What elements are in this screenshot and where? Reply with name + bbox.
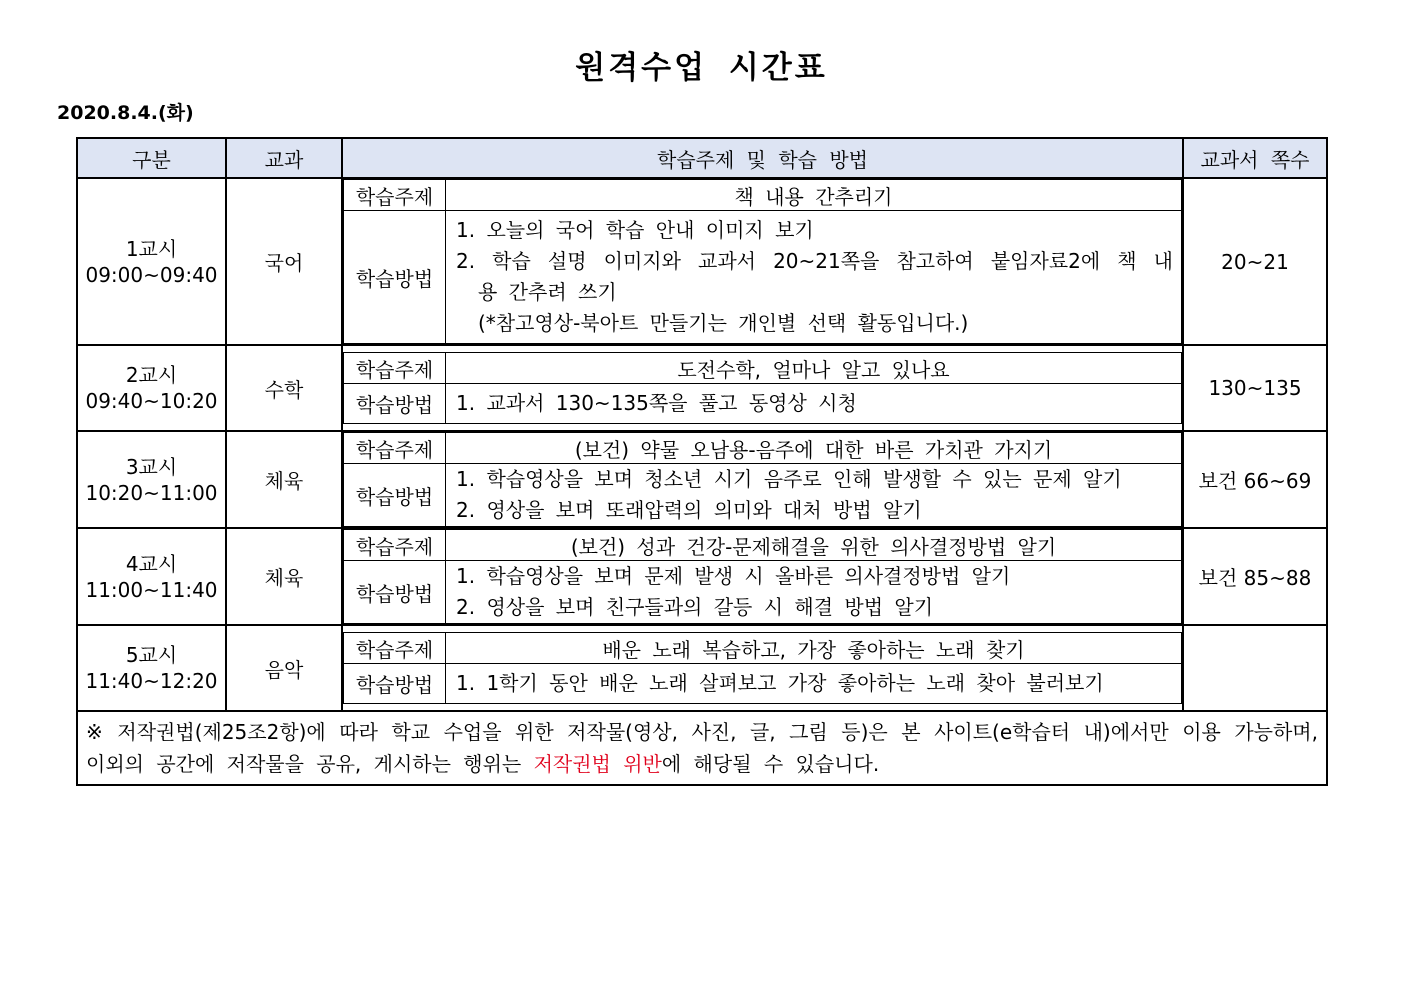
- method-line: 1. 교과서 130~135쪽을 풀고 동영상 시청: [456, 391, 857, 415]
- topic-label: 학습주제: [344, 180, 446, 211]
- content-inner: [343, 529, 1182, 624]
- period-label: 2교시: [125, 363, 178, 387]
- method-line: 1. 학습영상을 보며 문제 발생 시 올바른 의사결정방법 알기: [456, 564, 1011, 588]
- topic-text: 배운 노래 복습하고, 가장 좋아하는 노래 찾기: [446, 633, 1182, 664]
- content-cell: [342, 625, 1183, 711]
- period-time: 09:40~10:20: [85, 389, 218, 413]
- pages-cell: 보건 66~69: [1183, 431, 1327, 528]
- method-label: 학습방법: [344, 211, 446, 344]
- content-inner: [343, 632, 1182, 704]
- method-text: [446, 384, 1182, 424]
- subject-cell: 체육: [226, 528, 342, 625]
- page-title: 원격수업 시간표: [575, 50, 828, 86]
- period-cell: [77, 625, 226, 711]
- topic-text: (보건) 약물 오남용-음주에 대한 바른 가치관 가지기: [446, 433, 1182, 464]
- method-label: 학습방법: [344, 464, 446, 527]
- pages-cell: 보건 85~88: [1183, 528, 1327, 625]
- header-pages: 교과서 쪽수: [1183, 138, 1327, 178]
- notice-highlight: 저작권법 위반: [533, 752, 662, 776]
- pages-cell: 130~135: [1183, 345, 1327, 431]
- topic-label: 학습주제: [344, 530, 446, 561]
- table-row: [77, 431, 1327, 528]
- header-division: 구분: [77, 138, 226, 178]
- content-cell: [342, 178, 1183, 345]
- date-label: 2020.8.4.(화): [57, 102, 194, 124]
- copyright-notice: [77, 711, 1327, 785]
- subject-cell: 국어: [226, 178, 342, 345]
- method-line: 1. 오늘의 국어 학습 안내 이미지 보기: [456, 218, 814, 242]
- method-text: [446, 561, 1182, 624]
- period-label: 1교시: [125, 236, 178, 261]
- method-line: 2. 영상을 보며 친구들과의 갈등 시 해결 방법 알기: [456, 595, 934, 619]
- topic-text: 책 내용 간추리기: [446, 180, 1182, 211]
- subject-cell: 음악: [226, 625, 342, 711]
- method-text: [446, 664, 1182, 704]
- timetable: [76, 137, 1328, 786]
- content-cell: [342, 431, 1183, 528]
- period-time: 11:00~11:40: [85, 577, 218, 602]
- method-line: (*참고영상-북아트 만들기는 개인별 선택 활동입니다.): [478, 311, 969, 335]
- period-label: 5교시: [125, 643, 178, 667]
- period-time: 11:40~12:20: [85, 669, 218, 693]
- pages-cell: 20~21: [1183, 178, 1327, 345]
- table-row: [77, 178, 1327, 345]
- header-topic-method: 학습주제 및 학습 방법: [342, 138, 1183, 178]
- notice-row: [77, 711, 1327, 785]
- content-cell: [342, 528, 1183, 625]
- method-line: 1. 학습영상을 보며 청소년 시기 음주로 인해 발생할 수 있는 문제 알기: [456, 467, 1122, 491]
- topic-label: 학습주제: [344, 433, 446, 464]
- method-label: 학습방법: [344, 384, 446, 424]
- content-inner: [343, 352, 1182, 424]
- table-row: [77, 528, 1327, 625]
- method-label: 학습방법: [344, 664, 446, 704]
- method-line: 2. 학습 설명 이미지와 교과서 20~21쪽을 참고하여 붙임자료2에 책 내: [456, 249, 1173, 273]
- topic-label: 학습주제: [344, 353, 446, 384]
- header-row: [77, 138, 1327, 178]
- period-cell: [77, 528, 226, 625]
- content-inner: [343, 179, 1182, 344]
- period-label: 4교시: [125, 551, 178, 576]
- content-inner: [343, 432, 1182, 527]
- notice-text-end: 에 해당될 수 있습니다.: [661, 752, 880, 776]
- period-time: 10:20~11:00: [85, 480, 218, 505]
- period-cell: [77, 345, 226, 431]
- content-cell: [342, 345, 1183, 431]
- subject-cell: 체육: [226, 431, 342, 528]
- method-line: 1. 1학기 동안 배운 노래 살펴보고 가장 좋아하는 노래 찾아 불러보기: [456, 671, 1104, 695]
- header-subject: 교과: [226, 138, 342, 178]
- pages-cell: [1183, 625, 1327, 711]
- period-cell: [77, 178, 226, 345]
- period-label: 3교시: [125, 454, 178, 479]
- method-text: [446, 464, 1182, 527]
- method-line: 용 간추려 쓰기: [478, 280, 617, 304]
- topic-label: 학습주제: [344, 633, 446, 664]
- method-line: 2. 영상을 보며 또래압력의 의미와 대처 방법 알기: [456, 498, 922, 522]
- method-label: 학습방법: [344, 561, 446, 624]
- period-cell: [77, 431, 226, 528]
- method-text: [446, 211, 1182, 344]
- topic-text: (보건) 성과 건강-문제해결을 위한 의사결정방법 알기: [446, 530, 1182, 561]
- table-row: [77, 625, 1327, 711]
- period-time: 09:00~09:40: [85, 262, 218, 287]
- topic-text: 도전수학, 얼마나 알고 있나요: [446, 353, 1182, 384]
- table-row: [77, 345, 1327, 431]
- subject-cell: 수학: [226, 345, 342, 431]
- notice-text: ※ 저작권법(제25조2항)에 따라 학교 수업을 위한 저작물(영상, 사진, 글, 그림 등)은 본 사이트(e학습터 내)에서만 이용 가능하며, 이외의 공간에 저작물을 공유, 게시하는 행위는: [86, 720, 1318, 776]
